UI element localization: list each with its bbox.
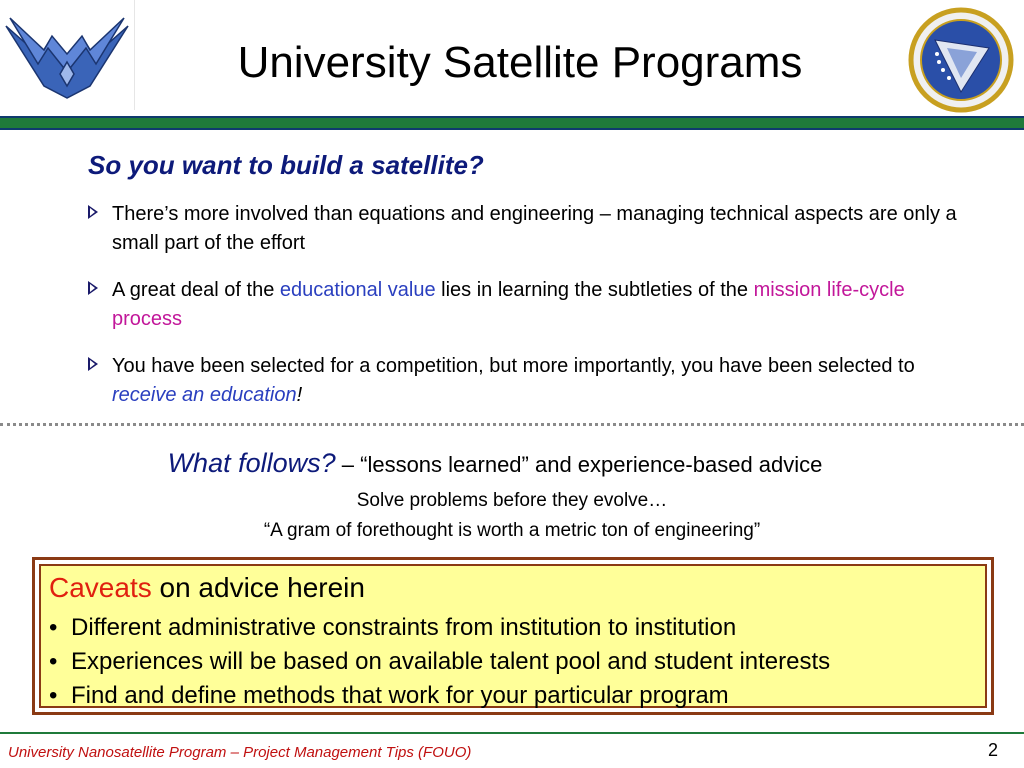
section-subtitle: So you want to build a satellite?	[88, 150, 484, 180]
highlight-receive-education: receive an education	[112, 384, 297, 406]
bullet-text: There’s more involved than equations and engineering – managing technical aspects are only a small part of the effort	[112, 203, 957, 254]
highlight-educational-value: educational value	[279, 279, 436, 301]
caveats-title: Caveats on advice herein	[49, 572, 365, 603]
dotted-divider	[0, 423, 1024, 426]
bullet-dot-icon: •	[49, 682, 58, 709]
arrow-bullet-icon	[88, 205, 98, 219]
footer-text: University Nanosatellite Program – Project Management Tips (FOUO)	[8, 744, 472, 761]
page-number: 2	[988, 740, 999, 760]
header-bar	[0, 118, 1024, 128]
solve-problems-line: Solve problems before they evolve…	[356, 490, 668, 511]
bullet-dot-icon: •	[49, 648, 58, 675]
forethought-quote: “A gram of forethought is worth a metric ton of engineering”	[263, 520, 761, 541]
caveat-item: • Different administrative constraints from institution to institution	[49, 612, 736, 644]
air-force-logo	[0, 0, 135, 110]
arrow-bullet-icon	[88, 281, 98, 295]
footer-rule	[0, 732, 1024, 734]
header-rule-bottom	[0, 128, 1024, 130]
caveats-box	[32, 557, 994, 715]
arrow-bullet-icon	[88, 357, 98, 371]
caveats-box-inner	[39, 564, 987, 708]
bullet-text: You have been selected for a competition, but more importantly, you have been selected to receive an education!	[112, 355, 915, 406]
afrl-seal-logo	[905, 4, 1017, 116]
bullet-text: A great deal of the educational value lies in learning the subtleties of the mission life-cycle process	[112, 279, 905, 330]
what-follows-line: What follows? – “lessons learned” and experience-based advice	[167, 448, 823, 478]
bullet-dot-icon: •	[49, 614, 58, 641]
caveat-item: • Experiences will be based on available talent pool and student interests	[49, 646, 830, 678]
what-follows-question: What follows?	[167, 448, 336, 478]
page-title: University Satellite Programs	[237, 38, 803, 87]
caveat-item: • Find and define methods that work for your particular program	[49, 680, 729, 712]
highlight-mission-life-cycle: mission life-cycle process	[112, 279, 905, 330]
